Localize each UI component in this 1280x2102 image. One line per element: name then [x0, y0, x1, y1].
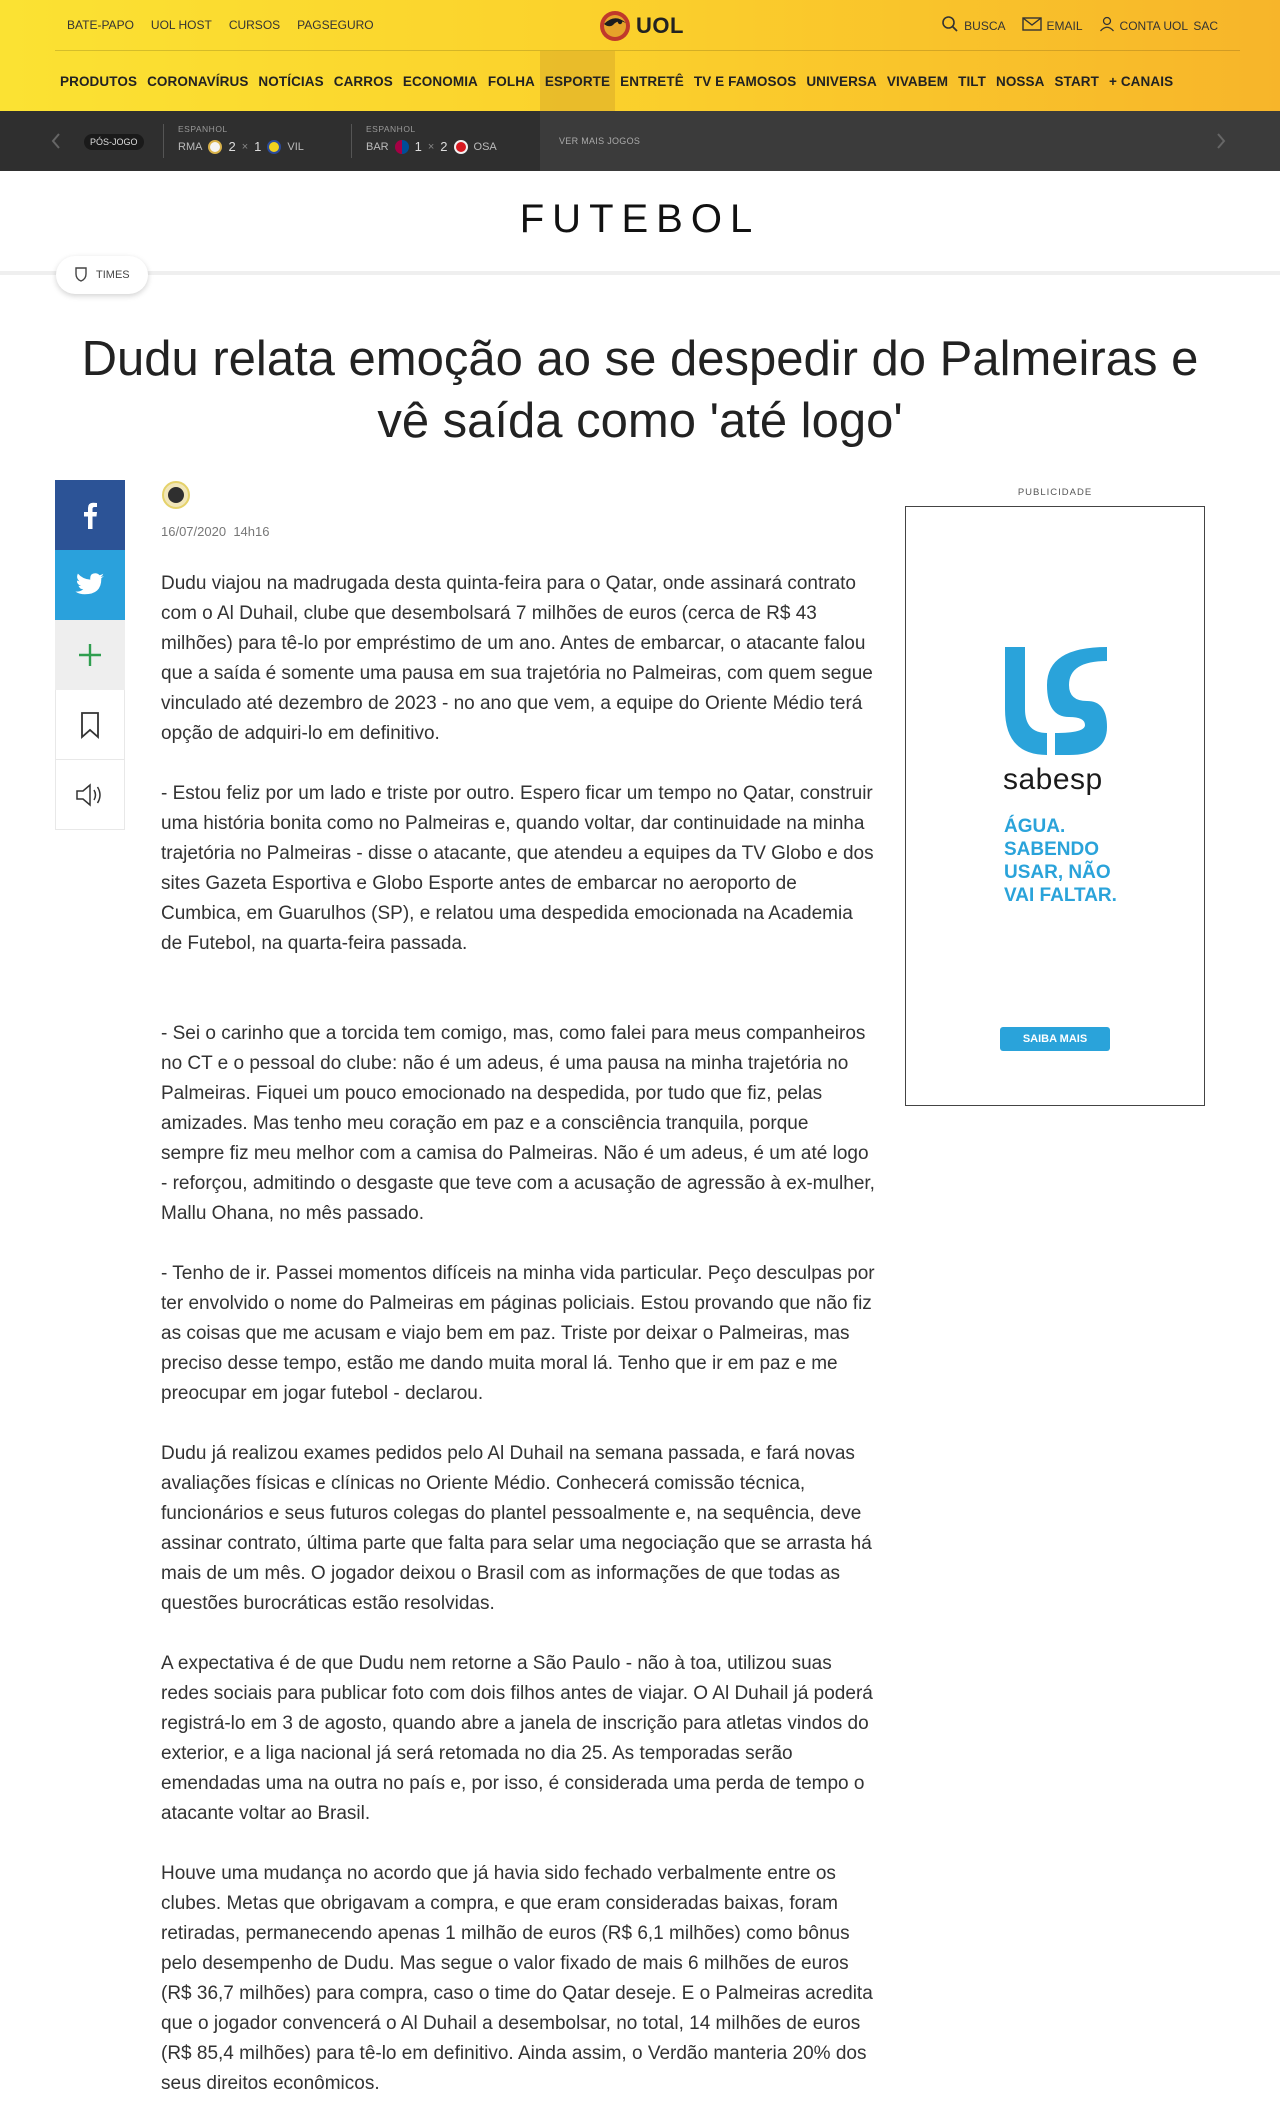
osa-crest-icon	[454, 140, 468, 154]
match-card-1[interactable]	[178, 124, 304, 154]
uol-logo-icon	[598, 9, 632, 43]
twitter-icon	[75, 573, 105, 597]
ad-label: PUBLICIDADE	[1017, 487, 1093, 498]
nav-item-nossa[interactable]: NOSSA	[995, 73, 1045, 89]
search-label: BUSCA	[964, 18, 1006, 33]
uol-logo-text: UOL	[636, 13, 684, 38]
top-link-uol-host[interactable]: UOL HOST	[150, 18, 212, 32]
match-separator	[351, 124, 352, 158]
speaker-icon	[75, 782, 105, 808]
facebook-share-button[interactable]	[55, 480, 125, 550]
scores-prev-button[interactable]	[46, 131, 66, 151]
home-score: 2	[228, 139, 236, 154]
email-button[interactable]	[1022, 17, 1083, 34]
away-score: 1	[254, 139, 262, 154]
account-label: CONTA UOL	[1119, 18, 1188, 33]
email-icon	[1022, 17, 1042, 34]
post-game-badge: PÓS-JOGO	[84, 134, 144, 150]
search-button[interactable]	[941, 15, 1005, 36]
article-paragraph: - Estou feliz por um lado e triste por outro. Espero ficar um tempo no Qatar, construir uma história bonita como no Palmeiras e, quando voltar, dar continuidade na minha trajetória no Palmeiras - disse o atacante, que atendeu a equipes da TV Globo e dos sites Gazeta Esportiva e Globo Esporte antes de embarcar no aeroporto de Cumbica, em Guarulhos (SP), e relatou uma despedida emocionada na Academia de Futebol, na quarta-feira passada.	[161, 783, 874, 954]
more-games-link[interactable]: VER MAIS JOGOS	[559, 136, 641, 146]
article-paragraph: - Tenho de ir. Passei momentos difíceis na minha vida particular. Peço desculpas por ter envolvido o nome do Palmeiras em páginas policiais. Estou provando que não fiz as coisas que me acusam e viajo bem em paz. Triste por deixar o Palmeiras, mas preciso desse tempo, estão me dando muita moral lá. Tenho que ir em paz e me preocupar em jogar futebol - declarou.	[161, 1263, 875, 1404]
user-icon	[1099, 16, 1115, 35]
twitter-share-button[interactable]	[55, 550, 125, 620]
away-team: VIL	[287, 140, 304, 153]
article-datetime	[161, 524, 269, 539]
nav-item-produtos[interactable]: PRODUTOS	[60, 73, 138, 89]
nav-item-folha[interactable]: FOLHA	[487, 73, 535, 89]
vil-crest-icon	[267, 140, 281, 154]
score-separator: ×	[427, 140, 435, 153]
times-label: TIMES	[96, 269, 130, 281]
source-logo-icon	[162, 481, 190, 509]
article-paragraph: Dudu viajou na madrugada desta quinta-feira para o Qatar, onde assinará contrato com o Al Duhail, clube que desembolsará 7 milhões de euros (cerca de R$ 43 milhões) para tê-lo por empréstimo de um ano. Antes de embarcar, o atacante falou que a saída é somente uma pausa em sua trajetória no Palmeiras, com quem segue vinculado até dezembro de 2023 - no ano que vem, a equipe do Oriente Médio terá opção de adquiri-lo em definitivo.	[161, 573, 873, 744]
scores-next-button[interactable]	[1211, 131, 1231, 151]
nav-item-tilt[interactable]: TILT	[958, 73, 986, 89]
top-links	[67, 18, 374, 32]
match-separator	[163, 124, 164, 158]
top-link-pagseguro[interactable]: PAGSEGURO	[297, 18, 374, 32]
away-score: 2	[440, 139, 448, 154]
bookmark-button[interactable]	[55, 690, 125, 760]
scores-panel	[0, 111, 540, 171]
home-score: 1	[414, 139, 422, 154]
ad-cta-button[interactable]: SAIBA MAIS	[1000, 1027, 1110, 1051]
nav-item-universa[interactable]: UNIVERSA	[806, 73, 877, 89]
sabesp-ad[interactable]	[905, 506, 1205, 1106]
section-divider	[0, 271, 1280, 275]
article-time: 14h16	[233, 524, 270, 539]
article-paragraph: A expectativa é de que Dudu nem retorne a São Paulo - não à toa, utilizou suas redes sociais para publicar foto com dois filhos antes de viajar. O Al Duhail já poderá registrá-lo em 3 de agosto, quando abre a janela de inscrição para atletas vindos do exterior, e a liga nacional já será retomada no dia 25. As temporadas serão emendadas uma na outra no país e, por isso, é considerada uma perda de tempo o atacante voltar ao Brasil.	[161, 1653, 873, 1824]
account-button[interactable]	[1099, 16, 1188, 35]
listen-button[interactable]	[55, 760, 125, 830]
match-league: ESPANHOL	[366, 124, 416, 134]
bookmark-icon	[80, 711, 100, 739]
nav-item-esporte[interactable]: ESPORTE	[540, 51, 615, 111]
share-bar	[55, 480, 125, 830]
ad-tagline: ÁGUA. SABENDO USAR, NÃO VAI FALTAR.	[1004, 816, 1117, 906]
home-team: BAR	[366, 140, 389, 153]
main-nav	[55, 51, 1178, 111]
top-link-cursos[interactable]: CURSOS	[228, 18, 281, 32]
sac-link[interactable]: SAC	[1193, 19, 1218, 33]
scores-strip	[0, 111, 1280, 171]
nav-item-coronavirus[interactable]: CORONAVÍRUS	[147, 73, 249, 89]
match-league: ESPANHOL	[178, 124, 228, 134]
chevron-left-icon	[50, 131, 62, 151]
score-separator: ×	[241, 140, 249, 153]
shield-icon	[74, 266, 88, 285]
ad-brand: sabesp	[1003, 763, 1103, 796]
home-team: RMA	[178, 140, 203, 153]
uol-logo[interactable]	[598, 9, 684, 43]
nav-item-carros[interactable]: CARROS	[333, 73, 393, 89]
article-date: 16/07/2020	[161, 524, 227, 539]
nav-item-noticias[interactable]: NOTÍCIAS	[258, 73, 324, 89]
search-icon	[941, 15, 959, 36]
nav-item-economia[interactable]: ECONOMIA	[402, 73, 478, 89]
nav-item-tv-e-famosos[interactable]: TV E FAMOSOS	[693, 73, 797, 89]
plus-icon	[77, 642, 103, 668]
nav-item-start[interactable]: START	[1054, 73, 1099, 89]
article-paragraph: - Sei o carinho que a torcida tem comigo, mas, como falei para meus companheiros no CT e o pessoal do clube: não é um adeus, é uma pausa na minha trajetória no Palmeiras. Fiquei um pouco emocionado na despedida, por tudo que fiz, pelas amizades. Mas tenho meu coração em paz e a consciência tranquila, porque sempre fiz meu melhor com a camisa do Palmeiras. Não é um adeus, é um até logo - reforçou, admitindo o desgaste que teve com a acusação de agressão à ex-mulher, Mallu Ohana, no mês passado.	[161, 1023, 875, 1224]
article-paragraph: Houve uma mudança no acordo que já havia sido fechado verbalmente entre os clubes. Metas que obrigavam a compra, e que eram consideradas baixas, foram retiradas, permanecendo apenas 1 milhão de euros (R$ 6,1 milhões) como bônus pelo desempenho de Dudu. Mas segue o valor fixado de mais 6 milhões de euros (R$ 36,7 milhões) para compra, caso o time do Qatar deseje. E o Palmeiras acredita que o jogador convencerá o Al Duhail a desembolsar, no total, 14 milhões de euros (R$ 85,4 milhões) para tê-lo em definitivo. Ainda assim, o Verdão manteria 20% dos seus direitos econômicos.	[161, 1863, 873, 2094]
away-team: OSA	[473, 140, 497, 153]
section-title: FUTEBOL	[519, 197, 761, 241]
header-tools	[941, 15, 1188, 36]
rma-crest-icon	[208, 140, 222, 154]
facebook-icon	[82, 501, 98, 529]
chevron-right-icon	[1215, 131, 1227, 151]
times-button[interactable]	[56, 256, 148, 294]
match-card-2[interactable]	[366, 124, 497, 154]
top-link-bate-papo[interactable]: BATE-PAPO	[67, 18, 134, 32]
section-header	[0, 171, 1280, 275]
nav-item-vivabem[interactable]: VIVABEM	[886, 73, 949, 89]
bar-crest-icon	[395, 140, 409, 154]
article-body	[161, 569, 876, 2102]
sabesp-logo-icon	[1003, 647, 1109, 760]
article-headline: Dudu relata emoção ao se despedir do Palmeiras e vê saída como 'até logo'	[81, 332, 1199, 448]
more-share-button[interactable]	[55, 620, 125, 690]
nav-item-entrete[interactable]: ENTRETÊ	[620, 73, 684, 89]
nav-item-mais-canais[interactable]: + CANAIS	[1109, 73, 1174, 89]
site-header	[0, 0, 1280, 111]
header-top-bar	[0, 0, 1280, 50]
article-paragraph: Dudu já realizou exames pedidos pelo Al Duhail na semana passada, e fará novas avaliações físicas e clínicas no Oriente Médio. Conhecerá comissão técnica, funcionários e seus futuros colegas do plantel pessoalmente e, na sequência, deve assinar contrato, última parte que falta para selar uma negociação que se arrasta há mais de um mês. O jogador deixou o Brasil com as informações de que todas as questões burocráticas estão resolvidas.	[161, 1443, 872, 1614]
email-label: EMAIL	[1046, 18, 1083, 33]
